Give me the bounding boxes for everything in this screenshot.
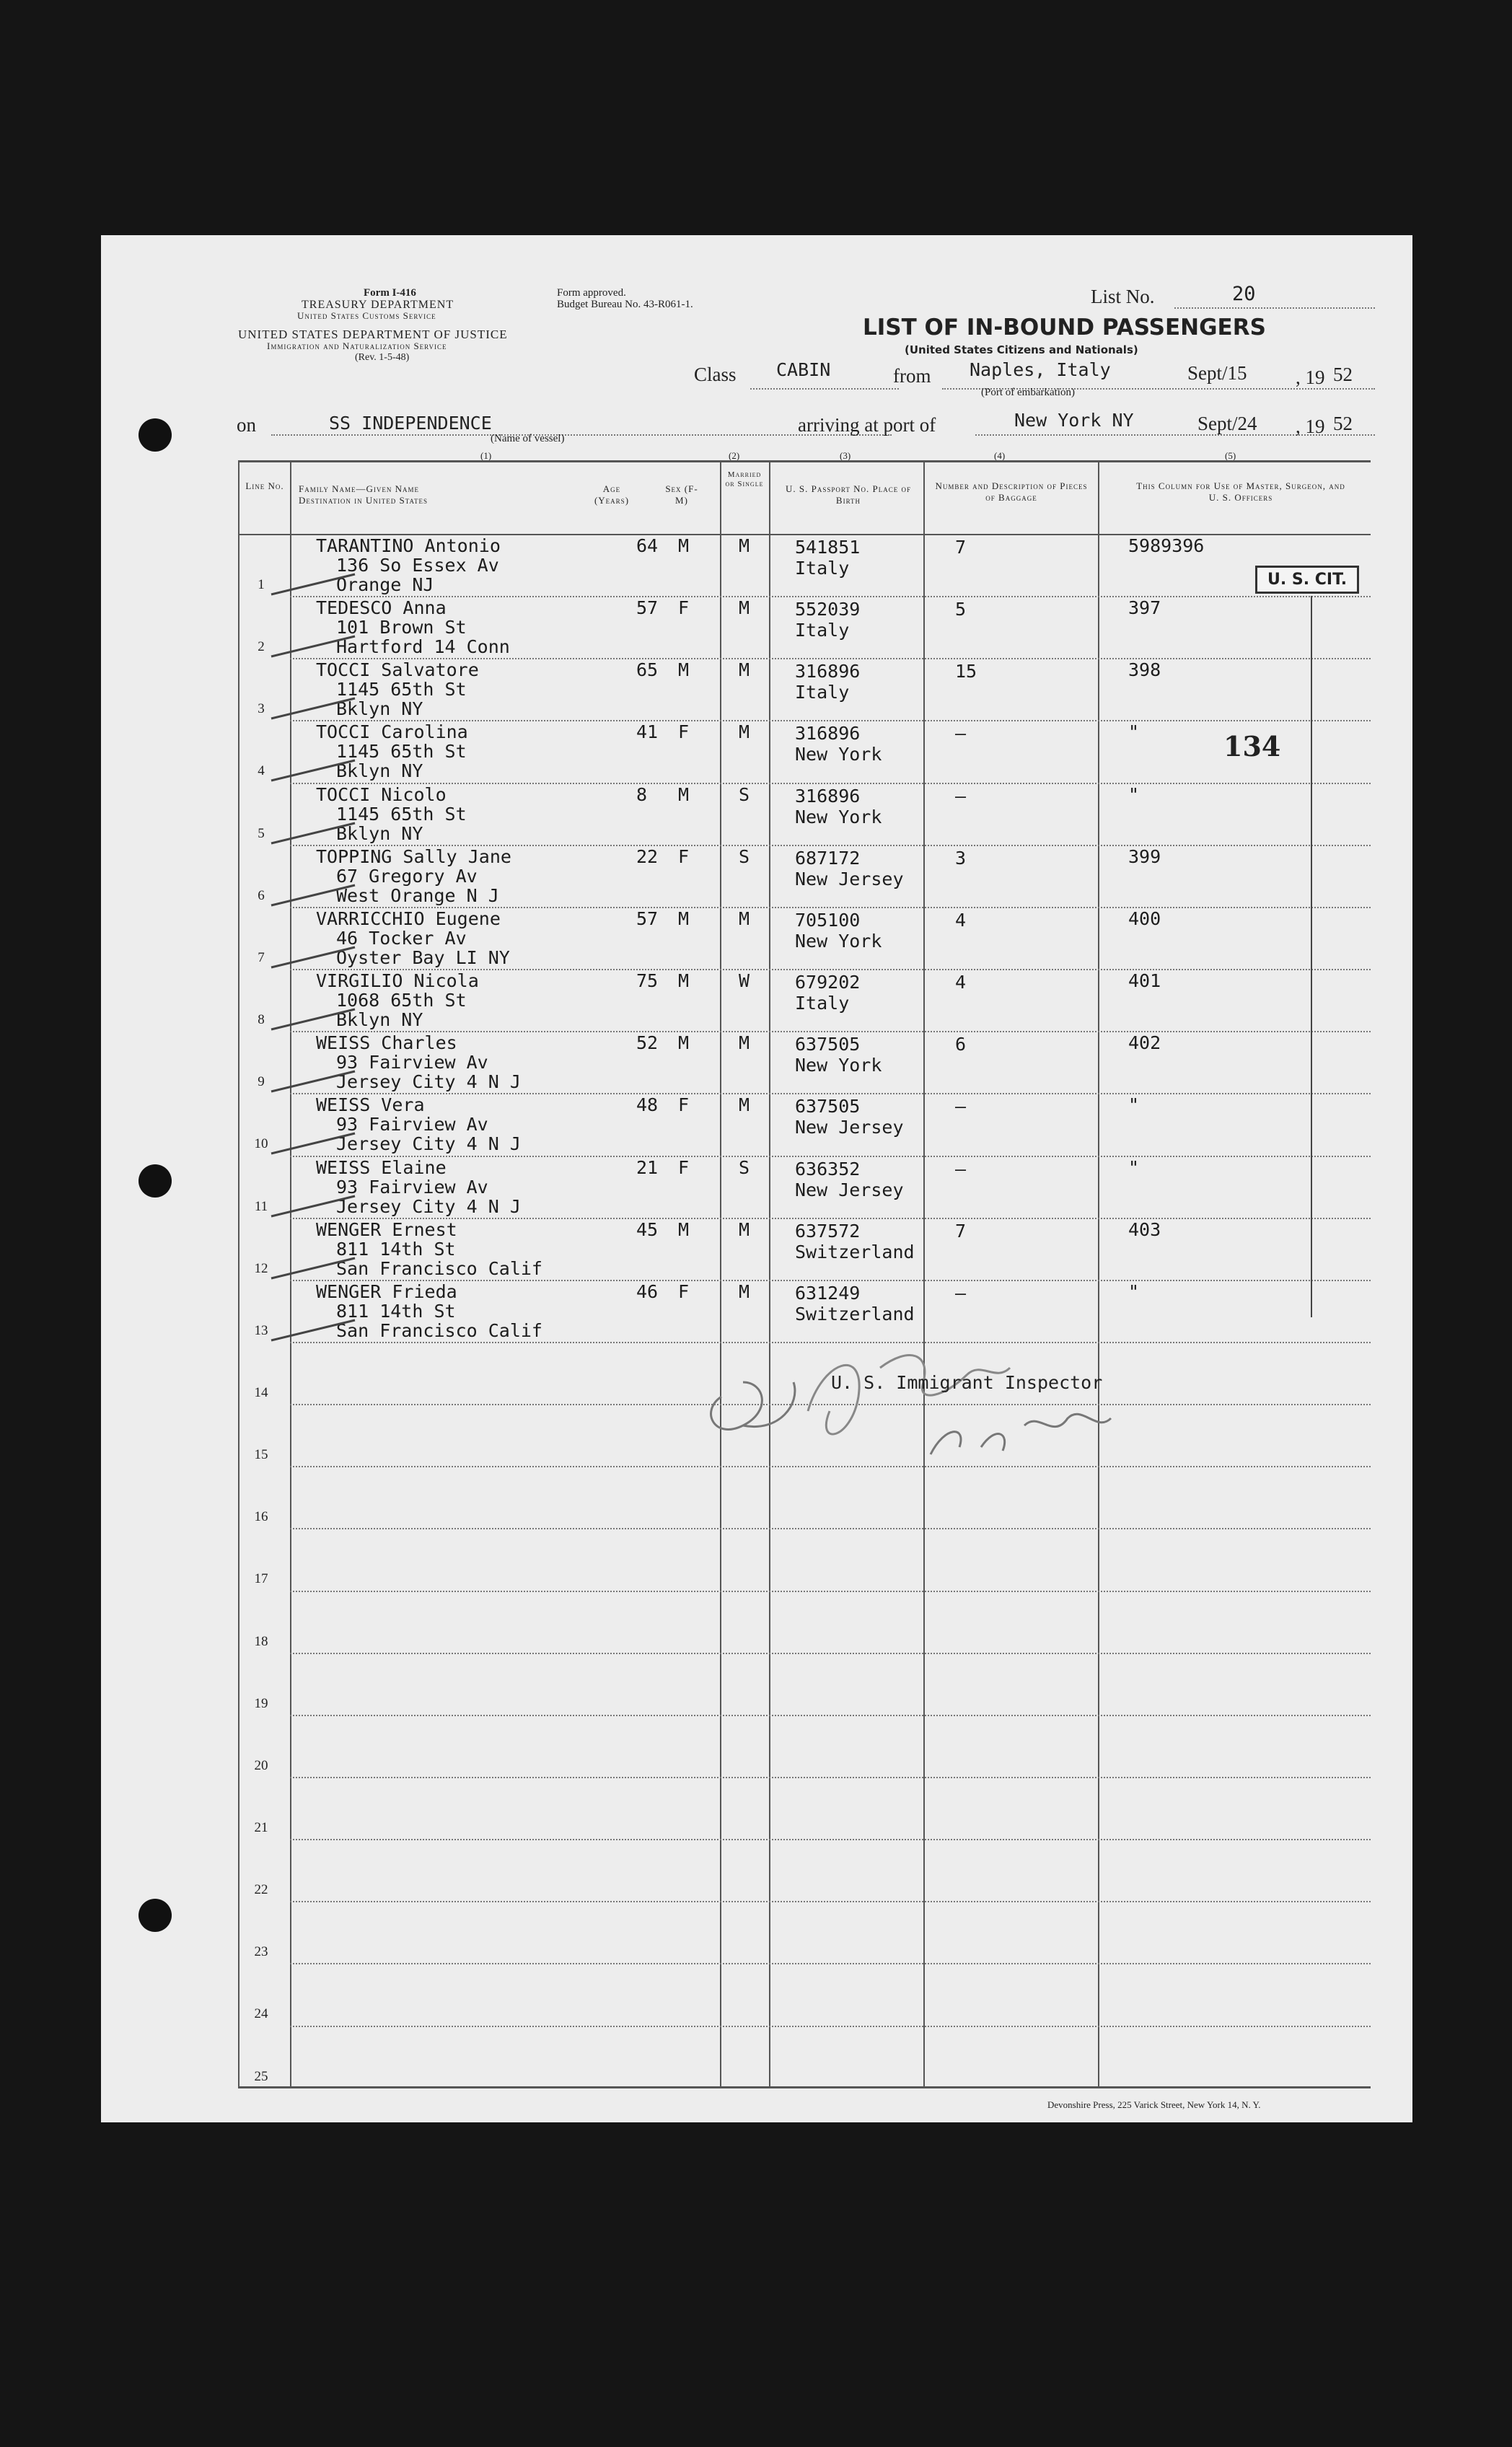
passenger-address-line1: 1068 65th St	[336, 990, 467, 1011]
col-number-1: (1)	[480, 450, 492, 461]
passport-number: 316896	[795, 723, 861, 744]
line-number: 1	[258, 577, 265, 592]
from-year-prefix: , 19	[1296, 366, 1325, 388]
passenger-name: TOCCI Salvatore	[316, 659, 479, 680]
passenger-age: 57	[636, 908, 659, 929]
line-number: 9	[258, 1074, 265, 1089]
officer-note: 400	[1128, 908, 1161, 929]
passenger-address-line1: 93 Fairview Av	[336, 1114, 488, 1135]
passport-number: 631249	[795, 1283, 861, 1304]
passenger-marital-status: M	[739, 1032, 750, 1053]
married-left-divider	[720, 460, 721, 2088]
passenger-marital-status: M	[739, 721, 750, 742]
passenger-sex: M	[678, 659, 690, 680]
line-number: 25	[254, 2069, 268, 2084]
passenger-address-line1: 811 14th St	[336, 1301, 456, 1322]
list-no-line	[1174, 307, 1375, 309]
line-number: 12	[254, 1261, 268, 1276]
passenger-address-line2: Bklyn NY	[336, 823, 423, 844]
list-subtitle: (United States Citizens and Nationals)	[905, 343, 1138, 356]
passenger-address-line2: San Francisco Calif	[336, 1258, 542, 1279]
place-of-birth: Switzerland	[795, 1242, 915, 1262]
passenger-age: 48	[636, 1094, 659, 1115]
line-number: 17	[254, 1571, 268, 1586]
budget-bureau: Budget Bureau No. 43-R061-1.	[557, 299, 693, 310]
passport-number: 679202	[795, 972, 861, 993]
passenger-address-line1: 93 Fairview Av	[336, 1177, 488, 1198]
place-of-birth: Italy	[795, 620, 850, 641]
place-of-birth: New York	[795, 744, 882, 765]
passenger-address-line2: Bklyn NY	[336, 760, 423, 781]
passenger-name: TARANTINO Antonio	[316, 535, 501, 556]
header-passport: U. S. Passport No. Place of Birth	[786, 483, 911, 506]
passenger-name: WEISS Charles	[316, 1032, 457, 1053]
line-number: 7	[258, 950, 265, 965]
line-number: 14	[254, 1385, 268, 1400]
officer-note: 397	[1128, 597, 1161, 618]
line-number: 16	[254, 1509, 268, 1524]
passport-right-divider	[923, 460, 925, 2088]
baggage-count: 3	[955, 848, 967, 869]
officer-note: 5989396	[1128, 535, 1205, 556]
header-officers: This Column for Use of Master, Surgeon, and U. S. Officers	[1136, 480, 1345, 503]
passenger-sex: F	[678, 846, 690, 867]
from-label: from	[893, 365, 931, 387]
row-separator	[290, 1093, 1371, 1094]
row-separator	[290, 1963, 1371, 1964]
passenger-marital-status: M	[739, 908, 750, 929]
arriving-label: arriving at port of	[798, 414, 936, 436]
line-number: 11	[254, 1199, 268, 1214]
passenger-marital-status: W	[739, 970, 750, 991]
officer-note: "	[1128, 784, 1140, 805]
passenger-name: VARRICCHIO Eugene	[316, 908, 501, 929]
passenger-address-line1: 136 So Essex Av	[336, 555, 499, 576]
baggage-count: 4	[955, 972, 967, 993]
passenger-sex: F	[678, 1094, 690, 1115]
line-number: 5	[258, 826, 265, 841]
passenger-address-line1: 93 Fairview Av	[336, 1052, 488, 1073]
married-right-divider	[769, 460, 770, 2088]
passenger-address-line2: Orange NJ	[336, 574, 434, 595]
passenger-sex: M	[678, 784, 690, 805]
baggage-count: 15	[955, 661, 977, 682]
passenger-name: TOCCI Carolina	[316, 721, 468, 742]
header-sex: Sex (F-M)	[665, 483, 698, 506]
baggage-count: –	[955, 723, 967, 744]
passenger-age: 75	[636, 970, 659, 991]
line-number: 2	[258, 639, 265, 654]
arrival-port: New York NY	[1014, 410, 1134, 431]
dept-justice-sub: Immigration and Naturalization Service	[267, 341, 447, 351]
passenger-address-line1: 46 Tocker Av	[336, 928, 467, 949]
officer-note: 398	[1128, 659, 1161, 680]
check-tick-mark	[268, 694, 362, 723]
line-number: 20	[254, 1758, 268, 1773]
form-number: Form I-416	[364, 287, 416, 299]
passenger-age: 57	[636, 597, 659, 618]
passenger-address-line2: West Orange N J	[336, 885, 499, 906]
baggage-count: 5	[955, 599, 967, 620]
place-of-birth: New Jersey	[795, 1117, 904, 1138]
passenger-sex: M	[678, 908, 690, 929]
passenger-marital-status: S	[739, 846, 750, 867]
revision: (Rev. 1-5-48)	[355, 352, 410, 363]
passport-number: 636352	[795, 1159, 861, 1179]
col-number-4: (4)	[994, 450, 1006, 461]
row-separator	[290, 1777, 1371, 1778]
baggage-right-divider	[1098, 460, 1099, 2088]
passenger-name: TOPPING Sally Jane	[316, 846, 511, 867]
passenger-name: WEISS Elaine	[316, 1157, 447, 1178]
passport-number: 705100	[795, 910, 861, 931]
passport-number: 637505	[795, 1096, 861, 1117]
passenger-address-line2: San Francisco Calif	[336, 1320, 542, 1341]
passenger-marital-status: M	[739, 1094, 750, 1115]
place-of-birth: Italy	[795, 558, 850, 579]
dept-treasury: TREASURY DEPARTMENT	[302, 299, 454, 311]
place-of-birth: New York	[795, 807, 882, 827]
list-title: LIST OF IN-BOUND PASSENGERS	[863, 315, 1266, 341]
line-number: 6	[258, 888, 265, 903]
list-no-value: 20	[1232, 283, 1256, 305]
passenger-address-line1: 1145 65th St	[336, 804, 467, 825]
passenger-address-line2: Bklyn NY	[336, 698, 423, 719]
check-tick-mark	[268, 1005, 362, 1034]
line-number: 19	[254, 1696, 268, 1711]
row-separator	[290, 1839, 1371, 1840]
line-number: 3	[258, 701, 265, 716]
line-number: 22	[254, 1882, 268, 1897]
officer-note: 402	[1128, 1032, 1161, 1053]
passenger-marital-status: M	[739, 1281, 750, 1302]
vessel-note: (Name of vessel)	[491, 433, 565, 444]
form-sheet	[101, 235, 1412, 2122]
passport-number: 552039	[795, 599, 861, 620]
col-number-2: (2)	[729, 450, 740, 461]
passenger-age: 65	[636, 659, 659, 680]
place-of-birth: Switzerland	[795, 1304, 915, 1324]
class-value: CABIN	[776, 359, 831, 380]
passenger-address-line1: 811 14th St	[336, 1239, 456, 1260]
check-tick-mark	[268, 881, 362, 910]
check-tick-mark	[268, 570, 362, 599]
passenger-age: 22	[636, 846, 659, 867]
check-tick-mark	[268, 1316, 362, 1345]
passenger-sex: M	[678, 535, 690, 556]
baggage-count: 7	[955, 1221, 967, 1242]
arrival-year: 52	[1333, 413, 1353, 434]
line-number: 4	[258, 763, 265, 778]
passenger-name: TOCCI Nicolo	[316, 784, 447, 805]
table-bottom-border	[238, 2086, 1371, 2088]
line-number: 13	[254, 1323, 268, 1338]
passenger-address-line2: Bklyn NY	[336, 1009, 423, 1030]
baggage-count: 4	[955, 910, 967, 931]
col-number-3: (3)	[840, 450, 851, 461]
passenger-marital-status: M	[739, 597, 750, 618]
passenger-marital-status: M	[739, 659, 750, 680]
punch-hole	[139, 1164, 172, 1198]
check-tick-mark	[268, 1254, 362, 1283]
passenger-address-line2: Jersey City 4 N J	[336, 1133, 521, 1154]
list-no-label: List No.	[1091, 286, 1155, 307]
arrival-date: Sept/24	[1197, 413, 1257, 434]
baggage-count: –	[955, 1096, 967, 1117]
check-tick-mark	[268, 1067, 362, 1096]
baggage-count: 6	[955, 1034, 967, 1055]
row-separator	[290, 2026, 1371, 2027]
check-tick-mark	[268, 1192, 362, 1221]
inspector-title: U. S. Immigrant Inspector	[831, 1372, 1103, 1393]
line-number: 21	[254, 1820, 268, 1835]
line-number: 24	[254, 2006, 268, 2021]
header-age: Age (Years)	[594, 483, 630, 506]
baggage-count: –	[955, 1159, 967, 1179]
header-destination: Destination in United States	[299, 495, 428, 506]
us-citizen-stamp: U. S. CIT.	[1255, 566, 1359, 594]
handwritten-count: 134	[1223, 730, 1281, 763]
passenger-name: WENGER Ernest	[316, 1219, 457, 1240]
officer-note: "	[1128, 721, 1140, 742]
check-tick-mark	[268, 943, 362, 972]
passenger-sex: F	[678, 1157, 690, 1178]
passport-number: 316896	[795, 786, 861, 807]
line-number: 8	[258, 1012, 265, 1027]
officer-note: 403	[1128, 1219, 1161, 1240]
place-of-birth: Italy	[795, 993, 850, 1014]
vessel-name: SS INDEPENDENCE	[329, 413, 492, 434]
passenger-age: 8	[636, 784, 648, 805]
printer-footer: Devonshire Press, 225 Varick Street, New York 14, N. Y.	[1047, 2099, 1261, 2110]
row-separator	[290, 1156, 1371, 1157]
passenger-sex: M	[678, 970, 690, 991]
passenger-address-line1: 1145 65th St	[336, 741, 467, 762]
baggage-count: –	[955, 1283, 967, 1304]
on-label: on	[237, 414, 256, 436]
line-number: 18	[254, 1634, 268, 1649]
passenger-sex: M	[678, 1219, 690, 1240]
row-separator	[290, 1901, 1371, 1902]
inspector-signature	[693, 1317, 1241, 1476]
passenger-address-line1: 1145 65th St	[336, 679, 467, 700]
passport-number: 316896	[795, 661, 861, 682]
passenger-name: WEISS Vera	[316, 1094, 425, 1115]
form-approved: Form approved.	[557, 287, 626, 299]
from-date: Sept/15	[1187, 362, 1247, 384]
class-line	[750, 388, 899, 390]
line-number: 15	[254, 1447, 268, 1462]
check-tick-mark	[268, 632, 362, 661]
passenger-name: WENGER Frieda	[316, 1281, 457, 1302]
dept-justice: UNITED STATES DEPARTMENT OF JUSTICE	[238, 328, 508, 341]
line-number: 10	[254, 1136, 268, 1151]
passenger-name: TEDESCO Anna	[316, 597, 447, 618]
officer-note: 401	[1128, 970, 1161, 991]
check-tick-mark	[268, 756, 362, 785]
passenger-age: 45	[636, 1219, 659, 1240]
passport-number: 541851	[795, 537, 861, 558]
header-line-no: Line No.	[245, 480, 284, 491]
row-separator	[290, 596, 1371, 597]
header-name: Family Name—Given Name	[299, 483, 419, 494]
passenger-sex: F	[678, 1281, 690, 1302]
header-baggage: Number and Description of Pieces of Baggage	[935, 480, 1088, 503]
line-number: 23	[254, 1944, 268, 1959]
row-separator	[290, 1528, 1371, 1529]
row-separator	[290, 1715, 1371, 1716]
check-tick-mark	[268, 819, 362, 848]
passenger-age: 21	[636, 1157, 659, 1178]
punch-hole	[139, 1899, 172, 1932]
row-separator	[290, 783, 1371, 784]
passenger-address-line1: 101 Brown St	[336, 617, 467, 638]
place-of-birth: New Jersey	[795, 869, 904, 889]
baggage-count: 7	[955, 537, 967, 558]
class-label: Class	[694, 364, 737, 385]
passenger-age: 64	[636, 535, 659, 556]
table-left-border	[238, 460, 239, 2088]
passport-number: 637572	[795, 1221, 861, 1242]
row-separator	[290, 1653, 1371, 1654]
table-top-border	[238, 460, 1371, 462]
passport-number: 687172	[795, 848, 861, 869]
passenger-sex: F	[678, 721, 690, 742]
check-tick-mark	[268, 1129, 362, 1158]
header-married: Married or Single	[725, 470, 764, 488]
dept-treasury-sub: United States Customs Service	[297, 310, 436, 321]
officer-note: "	[1128, 1281, 1140, 1302]
passenger-name: VIRGILIO Nicola	[316, 970, 479, 991]
passenger-age: 52	[636, 1032, 659, 1053]
place-of-birth: New York	[795, 931, 882, 952]
passenger-sex: M	[678, 1032, 690, 1053]
passenger-address-line2: Jersey City 4 N J	[336, 1071, 521, 1092]
passenger-marital-status: S	[739, 784, 750, 805]
from-value: Naples, Italy	[970, 359, 1111, 380]
place-of-birth: Italy	[795, 682, 850, 703]
place-of-birth: New Jersey	[795, 1179, 904, 1200]
punch-hole	[139, 418, 172, 452]
passenger-address-line2: Hartford 14 Conn	[336, 636, 510, 657]
passenger-age: 46	[636, 1281, 659, 1302]
embarkation-note: (Port of embarkation)	[981, 387, 1075, 398]
baggage-count: –	[955, 786, 967, 807]
arrival-year-prefix: , 19	[1296, 416, 1325, 437]
passenger-address-line1: 67 Gregory Av	[336, 866, 478, 887]
passenger-marital-status: S	[739, 1157, 750, 1178]
officer-note: "	[1128, 1157, 1140, 1178]
from-year: 52	[1333, 364, 1353, 385]
passenger-marital-status: M	[739, 1219, 750, 1240]
passport-number: 637505	[795, 1034, 861, 1055]
row-separator	[290, 1591, 1371, 1592]
stamp-leader-line	[1311, 596, 1312, 1317]
passenger-address-line2: Jersey City 4 N J	[336, 1196, 521, 1217]
col-number-5: (5)	[1225, 450, 1236, 461]
passenger-sex: F	[678, 597, 690, 618]
officer-note: 399	[1128, 846, 1161, 867]
passenger-address-line2: Oyster Bay LI NY	[336, 947, 510, 968]
passenger-age: 41	[636, 721, 659, 742]
place-of-birth: New York	[795, 1055, 882, 1076]
officer-note: "	[1128, 1094, 1140, 1115]
passenger-marital-status: M	[739, 535, 750, 556]
